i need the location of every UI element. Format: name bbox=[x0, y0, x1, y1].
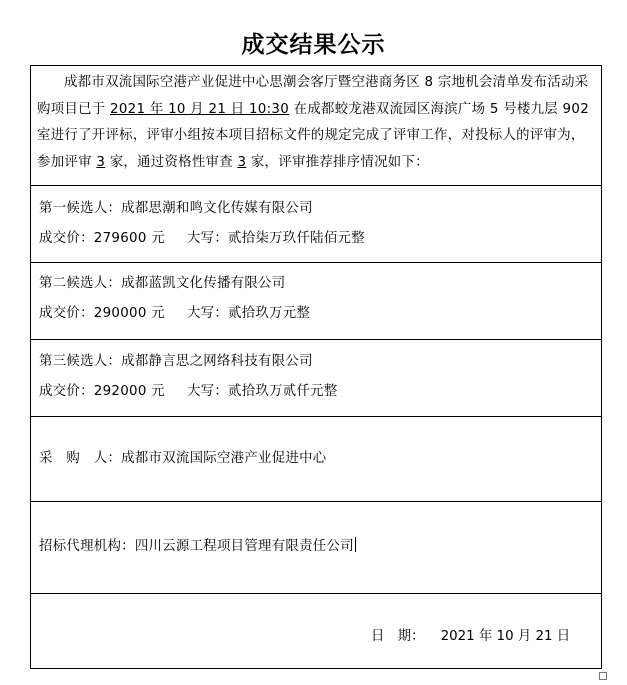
candidate-row-2 bbox=[31, 263, 601, 340]
intro-text-before-date: 成都市双流国际空港产业促进中心思潮会客厅暨空港商务区 8 宗地机会清单发布活动采购项目已于 bbox=[37, 75, 589, 117]
date-row bbox=[31, 594, 601, 668]
agency-line bbox=[39, 537, 356, 556]
text-cursor bbox=[355, 537, 356, 552]
purchaser: 采 购 人：成都市双流国际空港产业促进中心 bbox=[39, 451, 327, 466]
intro-text-after-date: 在成都蛟龙港双流园区海滨广场 5 号楼九层 902 室进行了开评标，评审小组按本项目招标文件的规定完成了评审工作，对投标人的评审为，参加评审 bbox=[37, 101, 590, 170]
intro-paragraph bbox=[37, 70, 597, 176]
result-table bbox=[30, 65, 602, 669]
agency: 招标代理机构：四川云源工程项目管理有限责任公司 bbox=[39, 539, 354, 554]
candidate-3-price-line bbox=[39, 383, 338, 401]
intro-text-mid: 家，通过资格性审查 bbox=[105, 154, 238, 170]
intro-text-end: 家，评审推荐排序情况如下： bbox=[246, 154, 429, 170]
agency-row bbox=[31, 502, 601, 594]
candidate-2-amount-words: 大写：贰拾玖万元整 bbox=[186, 306, 311, 321]
intro-row bbox=[31, 66, 601, 186]
page-title: 成交结果公示 bbox=[241, 31, 386, 58]
candidate-row-1 bbox=[31, 186, 601, 263]
date-label: 日 期： bbox=[371, 629, 425, 644]
candidate-row-3 bbox=[31, 340, 601, 417]
candidate-3-price: 成交价：292000 元 bbox=[39, 384, 165, 399]
purchaser-row bbox=[31, 417, 601, 502]
candidate-1-price: 成交价：279600 元 bbox=[39, 231, 165, 246]
candidate-3-amount-words: 大写：贰拾玖万贰仟元整 bbox=[186, 384, 338, 399]
date-value: 2021 年 10 月 21 日 bbox=[440, 629, 571, 644]
candidate-2-name: 第二候选人：成都蓝凯文化传播有限公司 bbox=[39, 276, 286, 291]
candidate-2-price-line bbox=[39, 305, 310, 323]
candidate-1-amount-words: 大写：贰拾柒万玖仟陆佰元整 bbox=[186, 231, 365, 246]
candidate-2-price: 成交价：290000 元 bbox=[39, 306, 165, 321]
candidate-1-name: 第一候选人：成都思潮和鸣文化传媒有限公司 bbox=[39, 201, 313, 216]
qualified-count: 3 bbox=[237, 154, 247, 170]
reviewed-count: 3 bbox=[96, 154, 106, 170]
bid-opening-date: 2021 年 10 月 21 日 10:30 bbox=[110, 101, 290, 117]
table-resize-handle[interactable] bbox=[599, 672, 607, 680]
date-line bbox=[371, 628, 570, 646]
candidate-1-price-line bbox=[39, 230, 365, 248]
candidate-3-name: 第三候选人：成都静言思之网络科技有限公司 bbox=[39, 354, 313, 369]
